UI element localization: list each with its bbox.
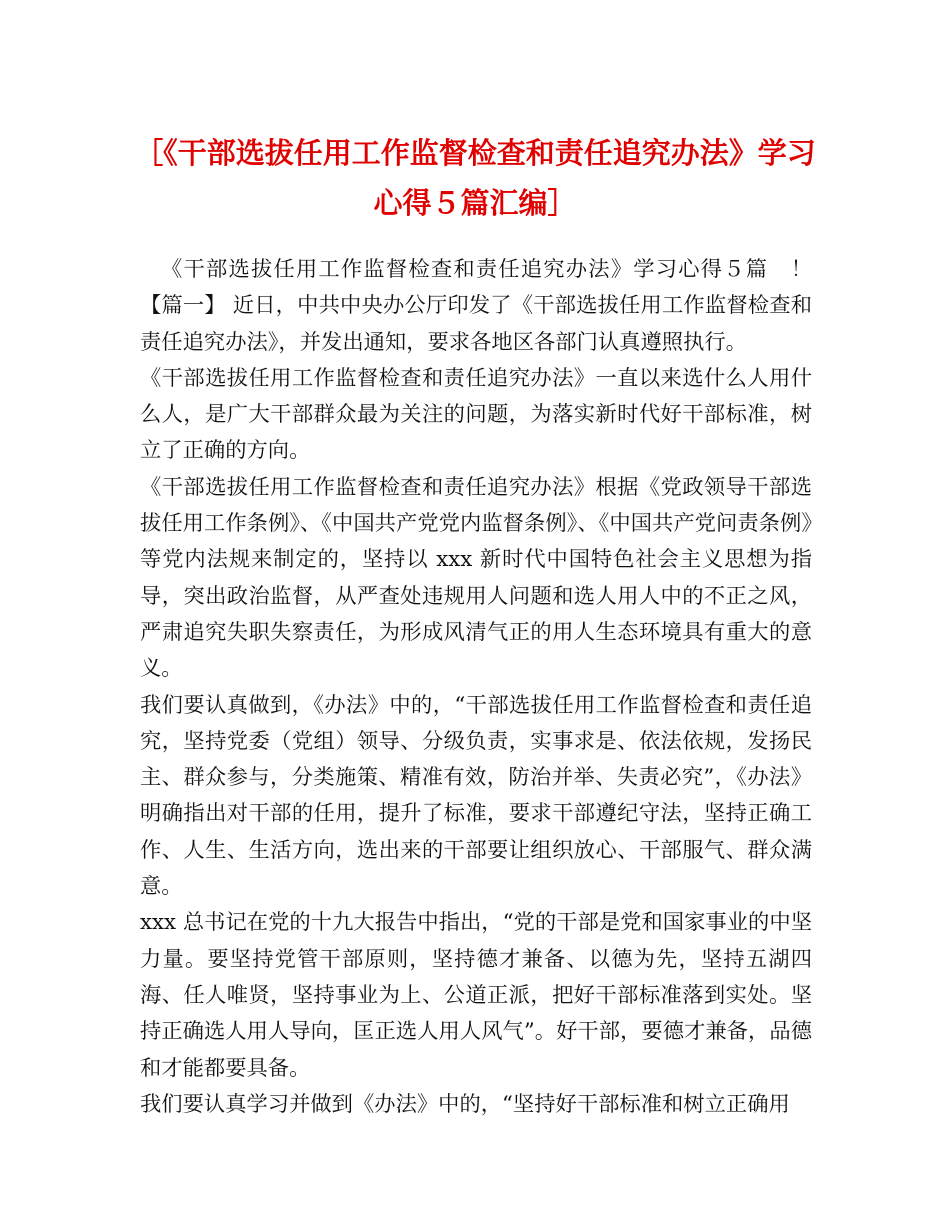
paragraph-4: 我们要认真做到，《办法》中的，“干部选拔任用工作监督检查和责任追究，坚持党委（党组）领导、分级负责，实事求是、依法依规，发扬民主、群众参与，分类施策、精准有效，防治并举、失责必究”，《办法》明确指出对干部的任用，提升了标准，要求干部遵纪守法，坚持正确工作、人生、生活方向，选出来的干部要让组织放心、干部服气、群众满意。 — [140, 692, 812, 900]
paragraph-6: 我们要认真学习并做到《办法》中的，“坚持好干部标准和树立正确用 — [140, 1091, 790, 1117]
title-line-2: 心得５篇汇编］ — [373, 186, 577, 220]
document-body — [140, 252, 812, 1123]
title-line-1: ［《干部选拔任用工作监督检查和责任追究办法》学习 — [134, 136, 816, 170]
document-title — [120, 128, 830, 228]
paragraph-3: 《干部选拔任用工作监督检查和责任追究办法》根据《党政领导干部选拔任用工作条例》、《中国共产党党内监督条例》、《中国共产党问责条例》等党内法规来制定的，坚持以 xxx 新时代中国特色社会主义思想为指导，突出政治监督，从严查处违规用人问题和选人用人中的不正之风，严肃追究失职失察责任，为形成风清气正的用人生态环境具有重大的意义。 — [140, 474, 812, 682]
paragraph-1: 《干部选拔任用工作监督检查和责任追究办法》学习心得５篇 ！【篇一】 近日，中共中央办公厅印发了《干部选拔任用工作监督检查和责任追究办法》，并发出通知，要求各地区各部门认真遵照执行。 — [140, 257, 812, 355]
paragraph-5: xxx 总书记在党的十九大报告中指出，“党的干部是党和国家事业的中坚力量。要坚持党管干部原则，坚持德才兼备、以德为先，坚持五湖四海、任人唯贤，坚持事业为上、公道正派，把好干部标准落到实处。坚持正确选人用人导向，匡正选人用人风气”。好干部，要德才兼备，品德和才能都要具备。 — [140, 910, 812, 1081]
paragraph-2: 《干部选拔任用工作监督检查和责任追究办法》一直以来选什么人用什么人，是广大干部群众最为关注的问题，为落实新时代好干部标准，树立了正确的方向。 — [140, 365, 812, 464]
